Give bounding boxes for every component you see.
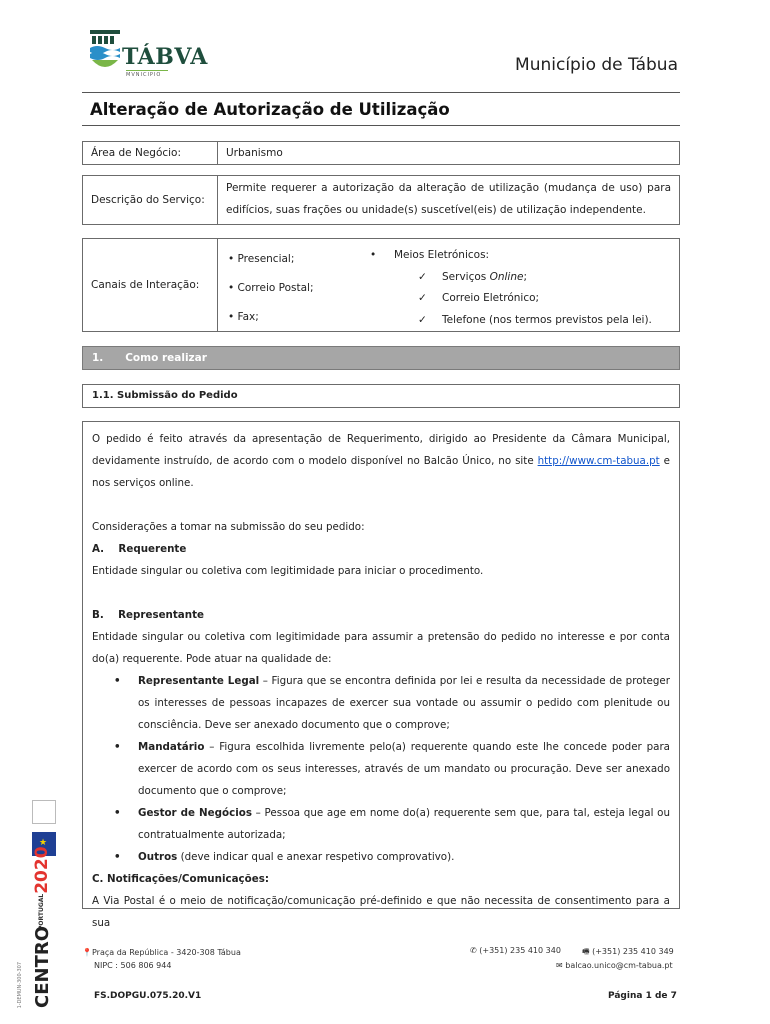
location-pin-icon: 📍 bbox=[82, 948, 92, 957]
area-label: Área de Negócio: bbox=[83, 142, 218, 164]
section-how-to: 1. Como realizar bbox=[82, 346, 680, 370]
title-rule bbox=[82, 125, 680, 126]
phone-icon: ✆ bbox=[470, 946, 477, 955]
list-item bbox=[114, 802, 670, 846]
logo-subtitle: MVNICIPIO bbox=[126, 70, 168, 78]
item-text: (deve indicar qual e anexar respetivo comprovativo). bbox=[177, 851, 455, 863]
page-number: Página 1 de 7 bbox=[608, 991, 677, 1001]
centro-logo: CENTRO bbox=[32, 925, 53, 1008]
channel-online-suffix: ; bbox=[523, 270, 527, 283]
email-text: balcao.unico@cm-tabua.pt bbox=[565, 961, 673, 970]
channel-email: Correio Eletrónico; bbox=[442, 292, 540, 304]
intro-paragraph bbox=[92, 428, 670, 494]
municipality-logo bbox=[90, 28, 210, 84]
intro-text: O pedido é feito através da apresentação de Requerimento, dirigido ao Presidente da Câmara Municipal, devidamente instruído, de acordo com o modelo disponível no Balcão Único, no site bbox=[92, 433, 670, 467]
item-text: – Pessoa que age em nome do(a) requerente sem que, para tal, esteja legal ou contratualmente autorizada; bbox=[138, 807, 670, 841]
header-rule bbox=[82, 92, 680, 93]
heading-notificacoes: C. Notificações/Comunicações: bbox=[92, 873, 269, 885]
heading-requerente: A. Requerente bbox=[92, 543, 187, 555]
check-icon: ✓ bbox=[418, 313, 427, 326]
check-icon: ✓ bbox=[418, 292, 427, 304]
channels-list-right: • Meios Eletrónicos: ✓ Serviços Online; ✓ Correio Eletrónico; ✓ Telefone (nos termos previstos pela lei). bbox=[370, 245, 652, 331]
footer-fax bbox=[582, 946, 674, 960]
item-title: Representante Legal bbox=[138, 675, 260, 687]
phone-text: (+351) 235 410 340 bbox=[479, 946, 561, 955]
footer-email bbox=[556, 961, 673, 970]
channel-online-word: Online bbox=[489, 270, 524, 283]
channels-row bbox=[82, 238, 680, 332]
description-value: Permite requerer a autorização da alteração de utilização (mudança de uso) para edifícios, suas frações ou unidade(s) suscetível(eis) de utilização independente. bbox=[226, 182, 671, 216]
sidebar-code: 1-DEMUN-300-307 bbox=[17, 962, 23, 1009]
fax-text: (+351) 235 410 349 bbox=[592, 947, 674, 956]
check-icon: ✓ bbox=[418, 270, 427, 283]
description-label: Descrição do Serviço: bbox=[83, 176, 218, 224]
email-icon: ✉ bbox=[556, 961, 563, 970]
channel-electronic-heading: Meios Eletrónicos: bbox=[394, 249, 490, 261]
item-text: – Figura escolhida livremente pelo(a) requerente quando este lhe concede poder para exercer de acordo com os seus interesses, através de um mandato ou procuração. Deve ser anexado documento que o comprove; bbox=[138, 741, 670, 797]
channel-presencial: • Presencial; bbox=[228, 253, 295, 265]
area-value: Urbanismo bbox=[226, 147, 283, 159]
document-code: FS.DOPGU.075.20.V1 bbox=[94, 991, 202, 1001]
logo-title: TÁBVA bbox=[122, 44, 208, 70]
footer-phone bbox=[470, 946, 561, 955]
program-year: 2020 bbox=[32, 846, 52, 894]
channels-label: Canais de Interação: bbox=[83, 239, 218, 331]
item-title: Gestor de Negócios bbox=[138, 807, 252, 819]
document-title: Alteração de Autorização de Utilização bbox=[90, 100, 450, 119]
address-text: Praça da República - 3420-308 Tábua bbox=[91, 948, 241, 957]
list-item bbox=[114, 846, 670, 868]
item-title: Outros bbox=[138, 851, 178, 863]
representante-text: Entidade singular ou coletiva com legitimidade para assumir a pretensão do pedido no interesse e por conta do(a) requerente. Pode atuar na qualidade de: bbox=[92, 631, 670, 665]
logo-emblem-icon bbox=[90, 30, 120, 70]
content-box bbox=[82, 421, 680, 929]
item-text: – Figura que se encontra definida por lei e resulta da necessidade de proteger os interesses de pessoas incapazes de exercer sua vontade ou assumir o pedido com plenitude ou consciência. Deve ser anexado documento que o comprove; bbox=[138, 675, 670, 731]
requerente-text: Entidade singular ou coletiva com legitimidade para iniciar o procedimento. bbox=[92, 565, 484, 577]
channel-online-prefix: Serviços bbox=[442, 270, 490, 283]
website-link[interactable]: http://www.cm-tabua.pt bbox=[537, 455, 660, 467]
footer-nipc: NIPC : 506 806 944 bbox=[94, 961, 172, 970]
item-title: Mandatário bbox=[138, 741, 205, 753]
program-prefix: PORTUGAL bbox=[38, 893, 45, 930]
representative-types-list bbox=[114, 670, 670, 868]
portugal-2020-logo bbox=[32, 846, 56, 930]
channel-fax: • Fax; bbox=[228, 311, 259, 323]
heading-representante: B. Representante bbox=[92, 609, 204, 621]
list-item bbox=[114, 670, 670, 736]
description-row bbox=[82, 175, 680, 225]
fax-icon: 🖷 bbox=[582, 947, 590, 956]
channels-list-left bbox=[228, 245, 314, 332]
subsection-submission: 1.1. Submissão do Pedido bbox=[82, 384, 680, 408]
channel-postal: • Correio Postal; bbox=[228, 282, 314, 294]
footer-address bbox=[82, 948, 241, 957]
program-small-logo bbox=[32, 800, 56, 824]
list-item bbox=[114, 736, 670, 802]
municipality-name: Município de Tábua bbox=[515, 55, 678, 75]
notificacoes-text: A Via Postal é o meio de notificação/comunicação pré-definido e que não necessita de consentimento para a sua bbox=[92, 895, 670, 929]
area-row bbox=[82, 141, 680, 165]
intro-text-end: e nos serviços online. bbox=[92, 455, 670, 489]
channel-phone: Telefone (nos termos previstos pela lei). bbox=[442, 313, 652, 326]
considerations-heading: Considerações a tomar na submissão do seu pedido: bbox=[92, 521, 365, 533]
